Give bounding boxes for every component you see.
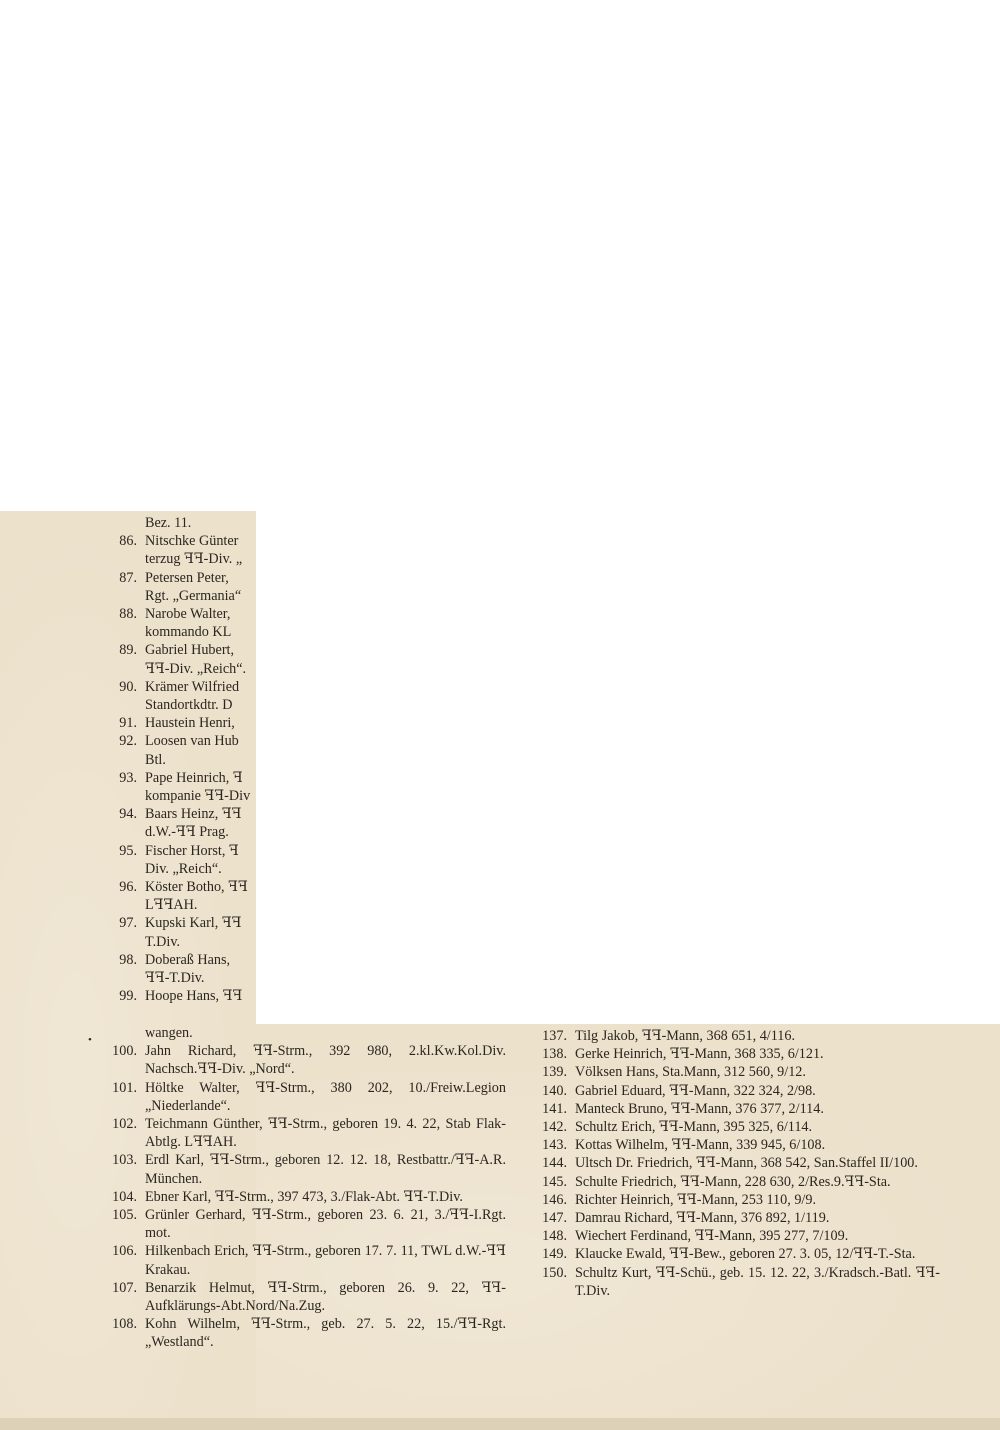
list-item [530, 1209, 940, 1227]
entry-continuation-line: kompanie ꟻꟻ-Div [145, 788, 251, 805]
entry-number: 97. [119, 915, 137, 932]
entry-number: 102. [112, 1116, 137, 1133]
entry-text: Fischer Horst, ꟻ [145, 842, 239, 859]
list-item [100, 1206, 506, 1242]
entry-number: 149. [542, 1246, 567, 1263]
entry-number: 104. [112, 1188, 137, 1205]
list-item [100, 678, 256, 714]
entry-continuation-line: Standortkdtr. D [145, 697, 233, 714]
list-item [100, 1188, 506, 1206]
entry-text: Pape Heinrich, ꟻ [145, 769, 243, 786]
entry-number: 143. [542, 1137, 567, 1154]
list-item [100, 842, 256, 878]
entry-number: 138. [542, 1046, 567, 1063]
entry-number: 140. [542, 1082, 567, 1099]
entry-continuation-line: Div. „Reich“. [145, 860, 222, 877]
entry-number: 144. [542, 1155, 567, 1172]
entry-text: Kupski Karl, ꟻꟻ [145, 915, 242, 932]
entry-text: Doberaß Hans, [145, 951, 231, 968]
entry-text: Grünler Gerhard, ꟻꟻ-Strm., geboren 23. 6. 21, 3./ꟻꟻ-I.Rgt. mot. [145, 1207, 506, 1242]
list-item [100, 1315, 506, 1351]
entry-continuation-line: ꟻꟻ-Div. „Reich“. [145, 660, 247, 677]
entry-number: 89. [119, 642, 137, 659]
list-item [100, 569, 256, 605]
entry-text: Benarzik Helmut, ꟻꟻ-Strm., geboren 26. 9. 22, ꟻꟻ-Aufklärungs-Abt.Nord/Na.Zug. [145, 1279, 506, 1315]
entry-text: Tilg Jakob, ꟻꟻ-Mann, 368 651, 4/116. [575, 1028, 796, 1044]
list-item [530, 1118, 940, 1136]
entry-number: 107. [112, 1279, 137, 1296]
list-item [100, 1279, 506, 1315]
entry-text: Jahn Richard, ꟻꟻ-Strm., 392 980, 2.kl.Kw.Kol.Div. Nachsch.ꟻꟻ-Div. „Nord“. [145, 1043, 506, 1078]
list-item [100, 732, 256, 768]
list-item [530, 1027, 940, 1045]
entry-text: Gerke Heinrich, ꟻꟻ-Mann, 368 335, 6/121. [575, 1046, 824, 1063]
entry-number: 146. [542, 1191, 567, 1208]
entry-number: 86. [119, 533, 137, 550]
entry-number: 105. [112, 1207, 137, 1224]
entry-list-top [100, 532, 256, 1005]
entry-number: 137. [542, 1028, 567, 1044]
list-item [100, 987, 256, 1005]
entry-number: 99. [119, 988, 137, 1005]
entry-number: 96. [119, 879, 137, 896]
list-item [100, 805, 256, 841]
entry-number: 90. [119, 678, 137, 695]
list-item [100, 1242, 506, 1278]
entry-number: 145. [542, 1173, 567, 1190]
list-item [100, 951, 256, 987]
entry-number: 108. [112, 1316, 137, 1333]
entry-text: Kottas Wilhelm, ꟻꟻ-Mann, 339 945, 6/108. [575, 1137, 826, 1154]
entry-continuation-line: d.W.-ꟻꟻ Prag. [145, 824, 229, 841]
list-item [530, 1264, 940, 1300]
entry-number: 150. [542, 1264, 567, 1281]
right-column [530, 1027, 940, 1300]
entry-text: Baars Heinz, ꟻꟻ [145, 806, 242, 823]
entry-number: 103. [112, 1152, 137, 1169]
entry-number: 87. [119, 569, 137, 586]
entry-continuation: wangen. [145, 1025, 193, 1041]
list-item [100, 1115, 506, 1151]
list-item [100, 605, 256, 641]
entry-number: 88. [119, 606, 137, 623]
list-item [100, 1151, 506, 1187]
entry-text: Loosen van Hub [145, 733, 239, 750]
entry-text: Manteck Bruno, ꟻꟻ-Mann, 376 377, 2/114. [575, 1100, 824, 1117]
list-item [530, 1063, 940, 1081]
list-item [100, 878, 256, 914]
entry-text: Schultz Kurt, ꟻꟻ-Schü., geb. 15. 12. 22, 3./Kradsch.-Batl. ꟻꟻ-T.Div. [575, 1264, 940, 1299]
entry-text: Köster Botho, ꟻꟻ [145, 879, 248, 896]
entry-number: 147. [542, 1210, 567, 1227]
entry-continuation-line: terzug ꟻꟻ-Div. „ [145, 551, 243, 568]
entry-number: 101. [112, 1079, 137, 1096]
left-column-bottom [100, 1024, 506, 1352]
entry-continuation: Bez. 11. [145, 515, 192, 531]
list-item [530, 1245, 940, 1263]
entry-text: Hilkenbach Erich, ꟻꟻ-Strm., geboren 17. 7. 11, TWL d.W.-ꟻꟻ Krakau. [145, 1243, 506, 1278]
list-item [530, 1173, 940, 1191]
entry-text: Ultsch Dr. Friedrich, ꟻꟻ-Mann, 368 542, San.Staffel II/100. [575, 1155, 918, 1172]
margin-dot: • [88, 1034, 92, 1046]
left-column-top [100, 514, 256, 1005]
list-item [100, 769, 256, 805]
entry-text: Teichmann Günther, ꟻꟻ-Strm., geboren 19. 4. 22, Stab Flak-Abtlg. LꟻꟻAH. [145, 1116, 506, 1151]
entry-text: Hoope Hans, ꟻꟻ [145, 988, 243, 1005]
entry-number: 148. [542, 1228, 567, 1245]
entry-number: 142. [542, 1119, 567, 1136]
entry-number: 91. [119, 715, 137, 732]
entry-text: Gabriel Hubert, [145, 642, 235, 659]
entry-number: 98. [119, 951, 137, 968]
list-item [530, 1227, 940, 1245]
entry-number: 106. [112, 1243, 137, 1260]
list-item [100, 532, 256, 568]
left-column-cropped [0, 514, 256, 1024]
entry-text: Haustein Henri, [145, 715, 235, 732]
list-item [530, 1191, 940, 1209]
entry-number: 100. [112, 1043, 137, 1060]
entry-text: Petersen Peter, [145, 569, 229, 586]
entry-text: Kohn Wilhelm, ꟻꟻ-Strm., geb. 27. 5. 22, 15./ꟻꟻ-Rgt. „Westland“. [145, 1316, 506, 1351]
entry-number: 139. [542, 1064, 567, 1081]
entry-number: 95. [119, 842, 137, 859]
entry-text: Völksen Hans, Sta.Mann, 312 560, 9/12. [575, 1064, 806, 1081]
list-item [530, 1045, 940, 1063]
entry-text: Nitschke Günter [145, 533, 239, 550]
list-item [100, 914, 256, 950]
list-item [530, 1082, 940, 1100]
entry-text: Ebner Karl, ꟻꟻ-Strm., 397 473, 3./Flak-Abt. ꟻꟻ-T.Div. [145, 1188, 463, 1205]
list-item [530, 1154, 940, 1172]
paper-bottom-edge [0, 1418, 1000, 1430]
entry-text: Narobe Walter, [145, 606, 231, 623]
entry-text: Richter Heinrich, ꟻꟻ-Mann, 253 110, 9/9. [575, 1191, 816, 1208]
entry-continuation-line: kommando KL [145, 624, 232, 641]
entry-continuation-line: Btl. [145, 751, 166, 768]
entry-text: Schultz Erich, ꟻꟻ-Mann, 395 325, 6/114. [575, 1119, 813, 1136]
entry-continuation-line: LꟻꟻAH. [145, 897, 198, 914]
list-item [530, 1136, 940, 1154]
list-item [100, 714, 256, 732]
entry-list-right [530, 1027, 940, 1300]
entry-text: Gabriel Eduard, ꟻꟻ-Mann, 322 324, 2/98. [575, 1082, 816, 1099]
list-item [100, 1042, 506, 1078]
entry-text: Damrau Richard, ꟻꟻ-Mann, 376 892, 1/119. [575, 1210, 830, 1227]
entry-continuation-line: ꟻꟻ-T.Div. [145, 970, 205, 987]
entry-text: Klaucke Ewald, ꟻꟻ-Bew., geboren 27. 3. 05, 12/ꟻꟻ-T.-Sta. [575, 1246, 916, 1263]
list-item [100, 1079, 506, 1115]
entry-number: 94. [119, 806, 137, 823]
entry-text: Erdl Karl, ꟻꟻ-Strm., geboren 12. 12. 18, Restbattr./ꟻꟻ-A.R. München. [145, 1152, 506, 1187]
list-item [530, 1100, 940, 1118]
entry-number: 92. [119, 733, 137, 750]
entry-number: 93. [119, 769, 137, 786]
entry-text: Krämer Wilfried [145, 678, 240, 695]
entry-number: 141. [542, 1100, 567, 1117]
entry-continuation-line: Rgt. „Germania“ [145, 587, 242, 604]
entry-text: Wiechert Ferdinand, ꟻꟻ-Mann, 395 277, 7/109. [575, 1228, 849, 1245]
entry-text: Schulte Friedrich, ꟻꟻ-Mann, 228 630, 2/Res.9.ꟻꟻ-Sta. [575, 1173, 891, 1190]
entry-continuation-line: T.Div. [145, 933, 181, 950]
entry-list-bottom [100, 1042, 506, 1351]
list-item [100, 641, 256, 677]
entry-text: Höltke Walter, ꟻꟻ-Strm., 380 202, 10./Freiw.Legion „Niederlande“. [145, 1079, 506, 1114]
